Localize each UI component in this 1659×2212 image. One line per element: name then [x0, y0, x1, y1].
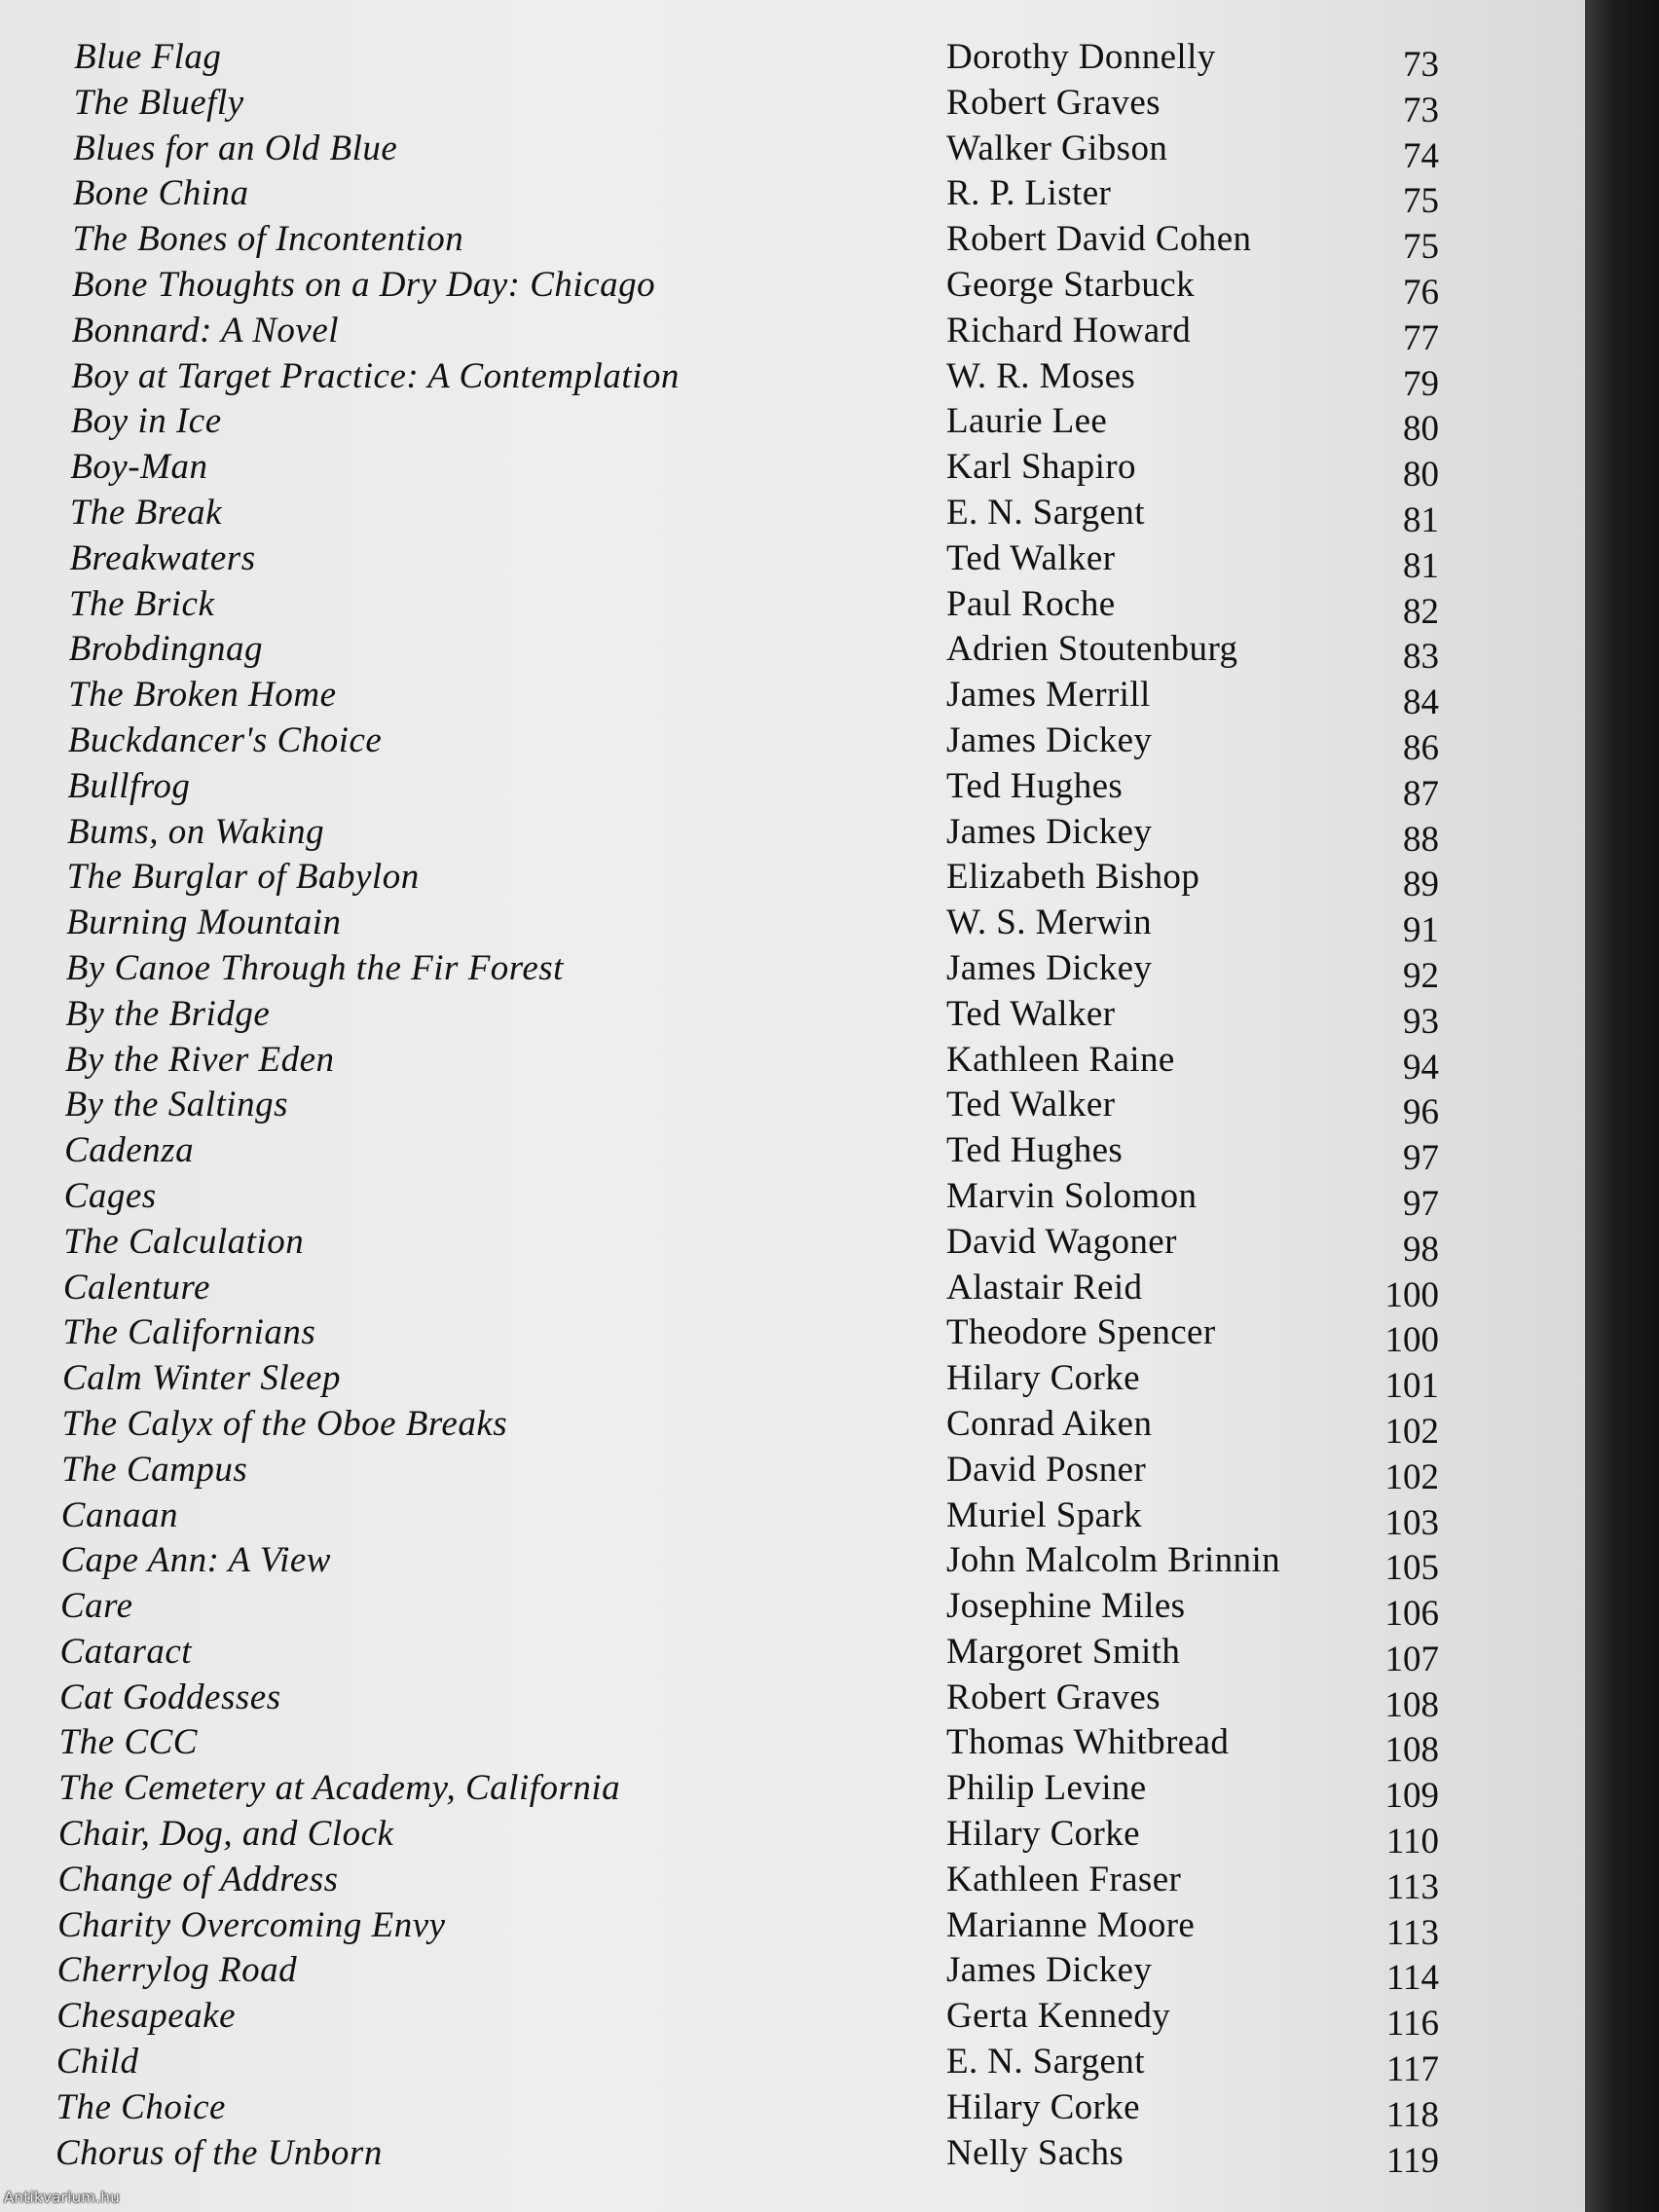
poem-author: Hilary Corke [946, 1814, 1140, 1855]
index-entry [0, 1720, 1585, 1771]
index-entry [0, 1402, 1585, 1452]
index-entry [0, 1630, 1585, 1679]
poem-title: Canaan [60, 1494, 178, 1535]
poem-author: Muriel Spark [946, 1494, 1143, 1535]
index-entry [0, 1220, 1585, 1270]
poem-title: Blue Flag [74, 37, 222, 77]
poem-author: David Posner [946, 1449, 1147, 1490]
index-entry [0, 536, 1585, 586]
poem-title: Chorus of the Unborn [55, 2132, 383, 2173]
poem-title: The Brick [69, 583, 215, 624]
page-number: 114 [1385, 1958, 1439, 1999]
poem-title: By Canoe Through the Fir Forest [65, 947, 564, 988]
poem-title: Burning Mountain [66, 903, 342, 943]
poem-title: Chair, Dog, and Clock [57, 1814, 394, 1855]
page-number: 91 [1403, 910, 1439, 951]
poem-author: James Dickey [946, 811, 1153, 852]
page-number: 113 [1385, 1912, 1439, 1953]
index-entry [0, 1128, 1585, 1179]
index-entry [0, 719, 1585, 768]
page-number: 116 [1385, 2004, 1439, 2045]
page-number: 82 [1403, 591, 1439, 632]
page-number: 89 [1403, 865, 1439, 905]
page-number: 76 [1403, 272, 1439, 313]
poem-title: Calenture [62, 1267, 210, 1308]
poem-author: Walker Gibson [946, 128, 1168, 168]
page-number: 103 [1384, 1502, 1439, 1543]
page-number: 81 [1403, 499, 1439, 540]
poem-author: Karl Shapiro [946, 447, 1136, 488]
page-number: 74 [1403, 135, 1439, 176]
page-number: 101 [1384, 1366, 1439, 1407]
index-entry [0, 1538, 1585, 1589]
index-entry [0, 1083, 1585, 1133]
poem-title: Bone Thoughts on a Dry Day: Chicago [71, 264, 656, 305]
page-number: 110 [1385, 1822, 1439, 1862]
poem-title: Boy at Target Practice: A Contemplation [71, 355, 680, 396]
poem-title: Breakwaters [69, 537, 256, 578]
index-entry [0, 1766, 1585, 1817]
index-entry [0, 582, 1585, 632]
index-entry [0, 1038, 1585, 1088]
poem-title: By the Bridge [65, 993, 271, 1034]
poem-author: James Merrill [946, 675, 1151, 716]
poem-title: Cape Ann: A View [60, 1540, 331, 1581]
page-number: 92 [1403, 955, 1439, 996]
index-entry [0, 1493, 1585, 1543]
poem-author: Marianne Moore [946, 1904, 1196, 1945]
poem-title: The Campus [61, 1449, 248, 1490]
page-number: 109 [1384, 1776, 1439, 1817]
index-entry [0, 1903, 1585, 1953]
poem-author: Paul Roche [946, 583, 1116, 624]
page-number: 83 [1403, 637, 1439, 678]
page-number: 119 [1385, 2140, 1439, 2181]
poem-author: John Malcolm Brinnin [946, 1540, 1281, 1581]
index-entry [0, 171, 1585, 222]
index-entry [0, 217, 1585, 268]
poem-author: David Wagoner [946, 1221, 1177, 1262]
poem-author: Laurie Lee [946, 401, 1108, 442]
poem-title: Cages [63, 1175, 157, 1216]
poem-author: Robert Graves [946, 82, 1161, 123]
page-number: 87 [1403, 773, 1439, 814]
page-number: 94 [1403, 1047, 1439, 1088]
poem-author: R. P. Lister [946, 173, 1112, 214]
page-number: 96 [1403, 1092, 1439, 1133]
poem-title: The Choice [55, 2086, 226, 2127]
poem-title: Blues for an Old Blue [73, 128, 398, 168]
poem-author: Theodore Spencer [946, 1312, 1216, 1353]
index-entry [0, 263, 1585, 313]
page-number: 105 [1384, 1548, 1439, 1589]
poem-author: Richard Howard [946, 310, 1192, 350]
poem-author: W. R. Moses [946, 355, 1136, 396]
page-number: 102 [1384, 1456, 1439, 1497]
poem-author: Adrien Stoutenburg [946, 629, 1238, 670]
poem-title: Cat Goddesses [59, 1677, 281, 1717]
poem-author: Conrad Aiken [946, 1403, 1153, 1444]
poem-author: James Dickey [946, 719, 1153, 760]
page-number: 102 [1384, 1411, 1439, 1452]
poem-title: The CCC [58, 1722, 198, 1763]
page-number: 97 [1403, 1183, 1439, 1224]
page-number: 98 [1403, 1229, 1439, 1270]
poem-title: Boy in Ice [70, 401, 222, 442]
poem-author: Philip Levine [946, 1768, 1147, 1809]
poem-author: Ted Walker [946, 1085, 1116, 1125]
poem-author: Ted Hughes [946, 1130, 1124, 1171]
poem-author: Hilary Corke [946, 2086, 1140, 2127]
poem-title: Cadenza [64, 1130, 195, 1171]
poem-title: By the River Eden [64, 1039, 335, 1080]
page-number: 108 [1384, 1684, 1439, 1725]
page-number: 80 [1403, 455, 1439, 496]
poem-title: Change of Address [57, 1859, 339, 1899]
index-entry [0, 946, 1585, 996]
poem-title: Bums, on Waking [66, 811, 325, 852]
page-number: 113 [1385, 1866, 1439, 1907]
poem-title: Calm Winter Sleep [62, 1358, 341, 1399]
poem-author: Ted Walker [946, 993, 1116, 1034]
poem-author: Josephine Miles [946, 1586, 1186, 1627]
page-number: 93 [1403, 1001, 1439, 1042]
poem-title: Boy-Man [70, 447, 208, 488]
poem-author: Ted Hughes [946, 765, 1124, 806]
index-entry [0, 1174, 1585, 1224]
poem-author: Marvin Solomon [946, 1175, 1198, 1216]
poem-author: James Dickey [946, 1950, 1153, 1991]
index-entry [0, 810, 1585, 860]
index-entry [0, 1676, 1585, 1725]
index-entry [0, 764, 1585, 814]
index-entry [0, 1948, 1585, 1999]
page-number: 73 [1403, 90, 1439, 130]
index-entry [0, 1356, 1585, 1407]
poem-title: The Burglar of Babylon [66, 857, 420, 898]
index-entry [0, 673, 1585, 723]
poem-author: E. N. Sargent [946, 492, 1145, 533]
index-entry [0, 354, 1585, 404]
poem-title: The Bluefly [73, 82, 244, 123]
page-number: 97 [1403, 1138, 1439, 1179]
poem-title: Buckdancer's Choice [67, 719, 383, 760]
poem-title: Charity Overcoming Envy [57, 1904, 446, 1945]
poem-title: The Broken Home [68, 675, 337, 716]
page-number: 100 [1384, 1320, 1439, 1361]
index-entry [0, 399, 1585, 450]
watermark: Antikvarium.hu [4, 2189, 121, 2206]
poem-title: The Calculation [63, 1221, 305, 1262]
page-number: 108 [1384, 1730, 1439, 1771]
index-entry [0, 1448, 1585, 1497]
index-entry [0, 35, 1585, 85]
index-entry [0, 309, 1585, 358]
poem-title: Brobdingnag [68, 629, 264, 670]
poem-author: Alastair Reid [946, 1267, 1143, 1308]
poem-author: Kathleen Fraser [946, 1859, 1182, 1899]
index-entry [0, 127, 1585, 176]
page-edge-shadow [1585, 0, 1659, 2212]
poem-index-list [0, 35, 1585, 2181]
page-number: 88 [1403, 819, 1439, 860]
page-number: 81 [1403, 545, 1439, 586]
index-entry [0, 2085, 1585, 2135]
poem-title: Care [59, 1586, 133, 1627]
poem-author: E. N. Sargent [946, 2042, 1145, 2083]
poem-title: The Bones of Incontention [72, 219, 464, 260]
page-number: 84 [1403, 682, 1439, 723]
page-number: 106 [1384, 1594, 1439, 1635]
poem-author: Elizabeth Bishop [946, 857, 1200, 898]
poem-author: Dorothy Donnelly [946, 37, 1216, 77]
page-number: 73 [1403, 45, 1439, 85]
poem-title: Cataract [59, 1631, 193, 1672]
page-number: 107 [1384, 1639, 1439, 1679]
poem-title: Bullfrog [67, 765, 191, 806]
index-entry [0, 1858, 1585, 1907]
poem-title: The Break [69, 492, 223, 533]
index-entry [0, 1994, 1585, 2045]
index-entry [0, 445, 1585, 496]
page-number: 118 [1385, 2094, 1439, 2135]
index-entry [0, 1584, 1585, 1635]
poem-author: Ted Walker [946, 537, 1116, 578]
index-entry [0, 901, 1585, 951]
page-number: 117 [1385, 2049, 1439, 2090]
poem-author: Robert Graves [946, 1677, 1161, 1717]
page-number: 75 [1403, 181, 1439, 222]
index-entry [0, 491, 1585, 540]
page-number: 75 [1403, 227, 1439, 268]
poem-author: George Starbuck [946, 264, 1195, 305]
poem-author: W. S. Merwin [946, 903, 1153, 943]
page-number: 80 [1403, 409, 1439, 450]
poem-title: By the Saltings [64, 1085, 288, 1125]
poem-author: Robert David Cohen [946, 219, 1252, 260]
poem-title: Child [55, 2042, 139, 2083]
index-entry [0, 627, 1585, 678]
poem-author: Margoret Smith [946, 1631, 1181, 1672]
index-entry [0, 2040, 1585, 2090]
index-entry [0, 1812, 1585, 1862]
poem-title: The Cemetery at Academy, California [58, 1768, 621, 1809]
page-number: 86 [1403, 727, 1439, 768]
page-number: 79 [1403, 363, 1439, 404]
poem-author: Thomas Whitbread [946, 1722, 1230, 1763]
index-entry [0, 1310, 1585, 1361]
index-entry [0, 992, 1585, 1042]
page-number: 77 [1403, 317, 1439, 358]
index-entry [0, 1266, 1585, 1315]
index-entry [0, 2131, 1585, 2181]
poem-title: Bonnard: A Novel [71, 310, 340, 350]
poem-author: Hilary Corke [946, 1358, 1140, 1399]
poem-title: Chesapeake [56, 1996, 237, 2037]
poem-author: James Dickey [946, 947, 1153, 988]
poem-author: Nelly Sachs [946, 2132, 1124, 2173]
index-entry [0, 81, 1585, 130]
poem-title: The Californians [62, 1312, 316, 1353]
poem-author: Kathleen Raine [946, 1039, 1175, 1080]
page-number: 100 [1384, 1274, 1439, 1315]
poem-title: Cherrylog Road [56, 1950, 298, 1991]
poem-author: Gerta Kennedy [946, 1996, 1171, 2037]
index-entry [0, 855, 1585, 905]
poem-title: Bone China [72, 173, 249, 214]
poem-title: The Calyx of the Oboe Breaks [61, 1403, 508, 1444]
